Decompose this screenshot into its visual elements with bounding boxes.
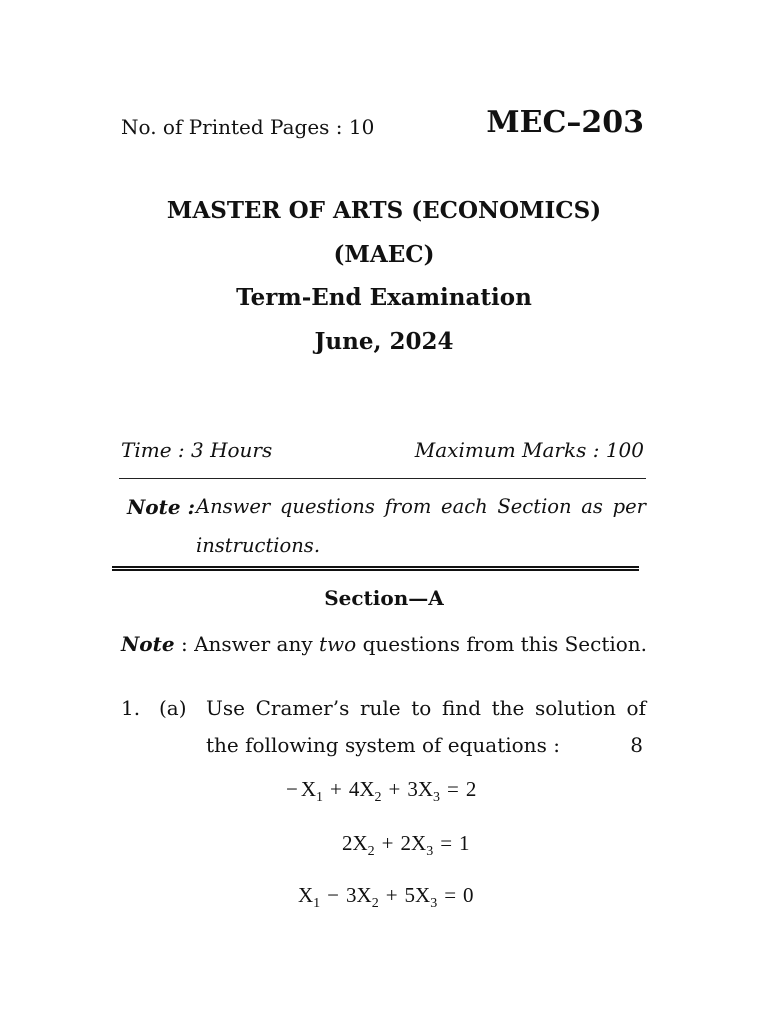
equation-subscript: 1 xyxy=(313,896,321,911)
equation-operator: − xyxy=(286,777,298,801)
equation-rhs: 1 xyxy=(459,831,470,855)
equation-rhs: 0 xyxy=(463,883,474,907)
examination-session: June, 2024 xyxy=(314,328,454,355)
question-text-line: Use Cramer’s rule to find the solution of xyxy=(206,696,646,720)
section-heading: Section—A xyxy=(324,586,444,610)
general-note-line: instructions. xyxy=(196,534,321,557)
note-separator: : xyxy=(187,495,195,519)
course-code: MEC–203 xyxy=(486,105,644,140)
question-part-label: (a) xyxy=(159,696,187,720)
equation-operator: + xyxy=(388,777,401,801)
equation-subscript: 3 xyxy=(426,844,434,859)
programme-title: MASTER OF ARTS (ECONOMICS) xyxy=(166,197,602,224)
equation-1 xyxy=(286,775,476,807)
general-note-line: Answer questions from each Section as per xyxy=(196,495,646,518)
question-text-line: the following system of equations : xyxy=(206,733,560,757)
question-marks: 8 xyxy=(630,733,643,757)
equation-variable: X xyxy=(411,831,427,855)
equation-subscript: 2 xyxy=(371,896,379,911)
time-allowed: Time : 3 Hours xyxy=(121,438,273,462)
equation-operator: + xyxy=(330,777,342,801)
equation-subscript: 2 xyxy=(374,790,382,805)
note-label-text: Note xyxy=(127,495,181,519)
equation-2 xyxy=(342,829,470,861)
equation-operator: + xyxy=(385,883,398,907)
maximum-marks: Maximum Marks : 100 xyxy=(414,438,644,462)
equation-relation: = xyxy=(444,883,457,907)
equation-rhs: 2 xyxy=(465,777,477,801)
section-note-label: Note xyxy=(121,632,175,656)
examination-title: Term-End Examination xyxy=(236,284,532,311)
equation-subscript: 3 xyxy=(430,896,438,911)
equation-3 xyxy=(298,881,474,913)
equation-coefficient: 4 xyxy=(348,777,360,801)
section-note-text: questions from this Section. xyxy=(362,632,648,656)
equation-subscript: 2 xyxy=(367,844,375,859)
question-number: 1. xyxy=(121,696,141,720)
equation-variable: X xyxy=(417,777,434,801)
equation-operator: + xyxy=(381,831,394,855)
equation-subscript: 3 xyxy=(433,790,441,805)
header-rule xyxy=(119,478,646,479)
equation-variable: X xyxy=(415,883,431,907)
equation-variable: X xyxy=(298,883,314,907)
section-note xyxy=(121,632,647,656)
section-note-emphasis: two xyxy=(319,632,357,656)
equation-coefficient: 3 xyxy=(407,777,418,801)
equation-variable: X xyxy=(352,831,368,855)
equation-variable: X xyxy=(300,777,317,801)
double-rule xyxy=(112,566,639,571)
equation-coefficient: 5 xyxy=(404,883,416,907)
equation-coefficient: 2 xyxy=(400,831,412,855)
equation-variable: X xyxy=(356,883,372,907)
equation-relation: = xyxy=(447,777,459,801)
equation-operator: − xyxy=(327,883,340,907)
printed-pages-count: No. of Printed Pages : 10 xyxy=(121,115,375,139)
equation-subscript: 1 xyxy=(316,790,324,805)
section-note-separator: : xyxy=(180,632,188,656)
section-note-text: Answer any xyxy=(194,632,313,656)
equation-coefficient: 2 xyxy=(342,831,353,855)
equation-coefficient: 3 xyxy=(346,883,357,907)
programme-code: (MAEC) xyxy=(333,241,435,268)
equation-variable: X xyxy=(359,777,375,801)
general-note-label xyxy=(127,495,195,519)
equation-relation: = xyxy=(440,831,453,855)
